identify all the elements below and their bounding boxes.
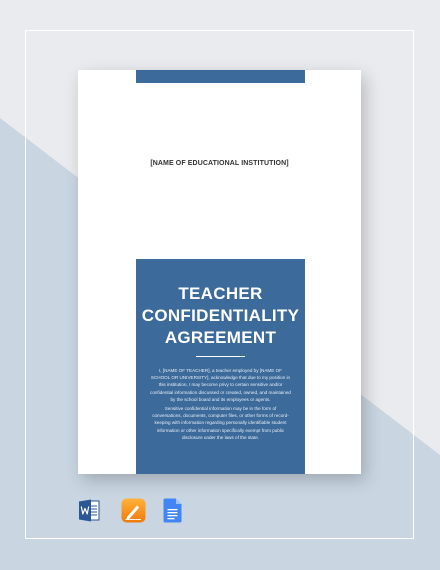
document-title — [136, 283, 305, 349]
app-icons — [79, 498, 184, 523]
title-divider — [196, 356, 245, 357]
google-docs-icon[interactable] — [163, 498, 184, 523]
title-line-2: CONFIDENTIALITY — [141, 306, 300, 325]
institution-name: [NAME OF EDUCATIONAL INSTITUTION] — [150, 160, 289, 167]
title-line-1: TEACHER — [178, 284, 263, 303]
info-paragraph: Sensitive confidential information may be in the form of conversations, documents, computer files, or other forms of record-keeping with information regarding personally identifiable student information or other information specifically exempt from public disclosure under the laws of the state. — [152, 406, 289, 440]
pages-icon[interactable] — [121, 498, 142, 523]
header-band — [136, 70, 305, 83]
word-icon[interactable] — [79, 498, 100, 523]
document-preview[interactable] — [78, 70, 361, 474]
title-line-3: AGREEMENT — [164, 328, 277, 347]
intro-paragraph: I, [NAME OF TEACHER], a teacher employed by [NAME OF SCHOOL OR UNIVERSITY], acknowledge that due to my position in this institution, I may become privy to certain sensitive and/or confidential information discussed or created, owned, and maintained by the school board and its employees or agents. — [150, 368, 291, 402]
cover-block — [136, 259, 305, 474]
